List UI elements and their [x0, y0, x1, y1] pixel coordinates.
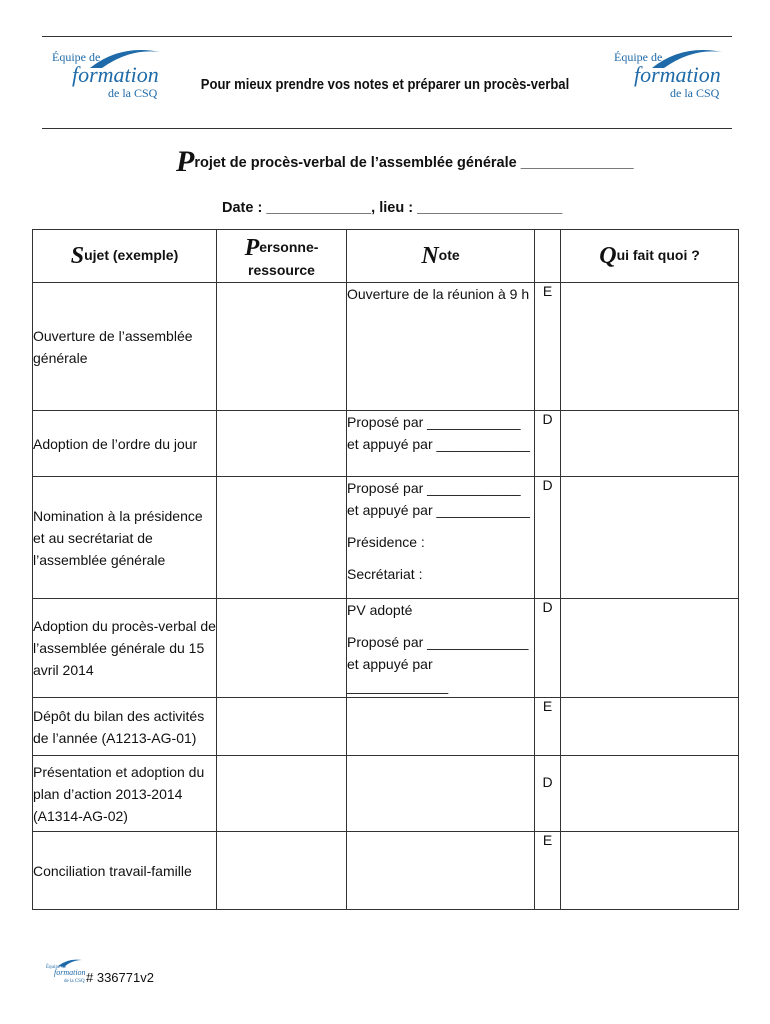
header-sujet: Sujet (exemple) [33, 230, 217, 283]
date-place-line: Date : _____________, lieu : __________________ [222, 200, 563, 216]
swoosh-icon [46, 956, 86, 986]
type-cell: E [535, 832, 561, 910]
header-type [535, 230, 561, 283]
document-title [176, 145, 634, 179]
table-row [33, 698, 739, 756]
table-row [33, 283, 739, 411]
sujet-cell: Dépôt du bilan des activités de l’année (A1213-AG-01) [33, 698, 217, 756]
note-cell[interactable]: Proposé par ____________ et appuyé par ____________ Présidence : Secrétariat : [347, 477, 535, 599]
type-cell: E [535, 283, 561, 411]
logo-right [612, 42, 732, 112]
qui-cell[interactable] [561, 599, 739, 698]
header-rule-bottom [42, 128, 732, 129]
qui-cell[interactable] [561, 411, 739, 477]
type-cell: D [535, 599, 561, 698]
sujet-cell: Présentation et adoption du plan d’action 2013-2014 (A1314-AG-02) [33, 756, 217, 832]
agenda-table [32, 229, 739, 910]
personne-cell[interactable] [217, 477, 347, 599]
logo-line2: formation [634, 62, 721, 87]
header-note: Note [347, 230, 535, 283]
table-row [33, 599, 739, 698]
personne-cell[interactable] [217, 756, 347, 832]
header-rule-top [42, 36, 732, 37]
type-cell: D [535, 756, 561, 832]
sujet-cell: Adoption de l’ordre du jour [33, 411, 217, 477]
title-rest: rojet de procès-verbal de l’assemblée générale ______________ [194, 155, 634, 171]
qui-cell[interactable] [561, 698, 739, 756]
sujet-cell: Nomination à la présidence et au secrétariat de l’assemblée générale [33, 477, 217, 599]
personne-cell[interactable] [217, 599, 347, 698]
title-initial: P [176, 145, 195, 178]
personne-cell[interactable] [217, 411, 347, 477]
logo-line1: Équipe de [614, 50, 663, 64]
logo-line3: de la CSQ [108, 86, 158, 100]
sujet-cell: Adoption du procès-verbal de l’assemblée générale du 15 avril 2014 [33, 599, 217, 698]
personne-cell[interactable] [217, 832, 347, 910]
table-header-row [33, 230, 739, 283]
note-cell[interactable] [347, 698, 535, 756]
document-code: # 336771v2 [86, 970, 154, 985]
logo-line1: Équipe de [52, 50, 101, 64]
sujet-cell: Ouverture de l’assemblée générale [33, 283, 217, 411]
qui-cell[interactable] [561, 283, 739, 411]
note-cell[interactable] [347, 832, 535, 910]
table-row [33, 411, 739, 477]
table-row [33, 832, 739, 910]
note-cell[interactable] [347, 756, 535, 832]
note-cell[interactable]: Proposé par ____________ et appuyé par ____________ [347, 411, 535, 477]
table-row [33, 756, 739, 832]
svg-text:Équipe de: Équipe de [46, 965, 67, 970]
type-cell: E [535, 698, 561, 756]
svg-text:de la CSQ: de la CSQ [64, 979, 85, 984]
logo-left [50, 42, 170, 112]
type-cell: D [535, 411, 561, 477]
qui-cell[interactable] [561, 756, 739, 832]
header-personne-ressource: Personne-ressource [217, 230, 347, 283]
note-cell[interactable]: PV adopté Proposé par _____________ et appuyé par _____________ [347, 599, 535, 698]
qui-cell[interactable] [561, 477, 739, 599]
logo-line3: de la CSQ [670, 86, 720, 100]
svg-text:formation: formation [54, 968, 86, 977]
table-row [33, 477, 739, 599]
header-title: Pour mieux prendre vos notes et préparer un procès-verbal [200, 77, 570, 93]
type-cell: D [535, 477, 561, 599]
header-qui-fait-quoi: Qui fait quoi ? [561, 230, 739, 283]
qui-cell[interactable] [561, 832, 739, 910]
note-cell[interactable]: Ouverture de la réunion à 9 h [347, 283, 535, 411]
logo-line2: formation [72, 62, 159, 87]
personne-cell[interactable] [217, 698, 347, 756]
sujet-cell: Conciliation travail-famille [33, 832, 217, 910]
footer-logo [46, 956, 86, 991]
personne-cell[interactable] [217, 283, 347, 411]
